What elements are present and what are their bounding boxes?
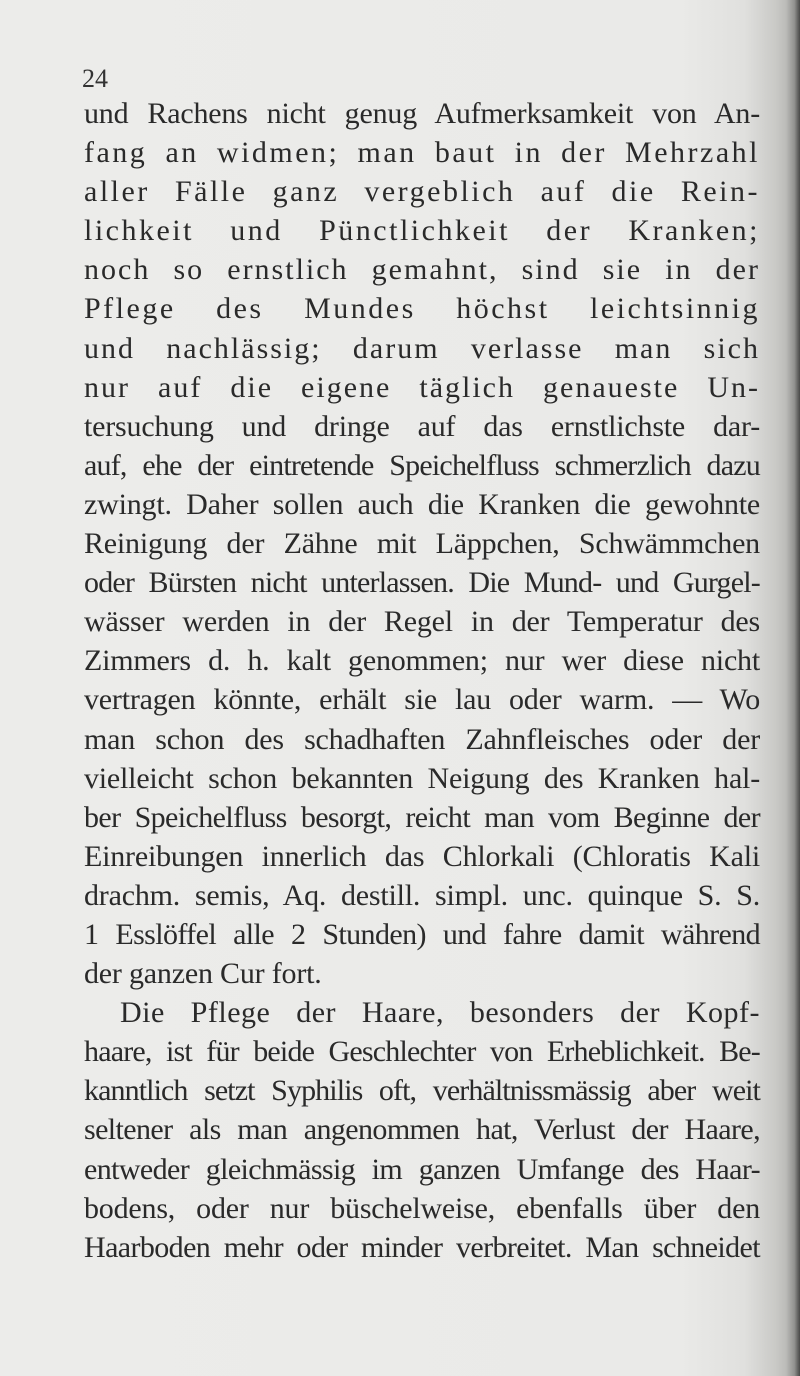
text-line: wässer werden in der Regel in der Temperatur des [84, 605, 760, 639]
text-line: kanntlich setzt Syphilis oft, verhältnissmässig aber weit [84, 1074, 760, 1108]
text-line: seltener als man angenommen hat, Verlust der Haare, [84, 1113, 760, 1147]
text-line: und nachlässig; darum verlasse man sich [84, 331, 760, 365]
page-edge-shadow [786, 0, 800, 1376]
text-line: nur auf die eigene täglich genaueste Un- [84, 370, 760, 404]
text-line: vielleicht schon bekannten Neigung des Kranken hal- [84, 761, 760, 795]
text-line: oder Bürsten nicht unterlassen. Die Mund- und Gurgel- [84, 566, 760, 600]
text-line: vertragen könnte, erhält sie lau oder warm. — Wo [84, 683, 760, 717]
text-line: zwingt. Daher sollen auch die Kranken die gewohnte [84, 487, 760, 521]
text-line: Die Pflege der Haare, besonders der Kopf- [120, 996, 760, 1030]
page-number: 24 [82, 64, 108, 93]
text-line: drachm. semis, Aq. destill. simpl. unc. quinque S. S. [84, 878, 760, 912]
text-line: entweder gleichmässig im ganzen Umfange des Haar- [84, 1152, 760, 1186]
text-line: Reinigung der Zähne mit Läppchen, Schwämmchen [84, 527, 760, 561]
body-text [84, 94, 760, 1267]
text-line: Einreibungen innerlich das Chlorkali (Chloratis Kali [84, 839, 760, 873]
text-line: 1 Esslöffel alle 2 Stunden) und fahre damit während [84, 917, 760, 951]
text-line: haare, ist für beide Geschlechter von Erheblichkeit. Be- [84, 1035, 760, 1069]
text-line: der ganzen Cur fort. [84, 957, 322, 991]
text-line: aller Fälle ganz vergeblich auf die Rein- [84, 175, 760, 209]
text-line: man schon des schadhaften Zahnfleisches oder der [84, 722, 760, 756]
text-line: Zimmers d. h. kalt genommen; nur wer diese nicht [84, 644, 760, 678]
text-line: tersuchung und dringe auf das ernstlichste dar- [84, 409, 760, 443]
text-line: fang an widmen; man baut in der Mehrzahl [84, 136, 760, 170]
text-line: Pflege des Mundes höchst leichtsinnig [84, 292, 760, 326]
text-line: ber Speichelfluss besorgt, reicht man vom Beginne der [84, 800, 760, 834]
text-line: und Rachens nicht genug Aufmerksamkeit von An- [84, 97, 760, 130]
text-line: lichkeit und Pünctlichkeit der Kranken; [84, 214, 760, 248]
text-line: noch so ernstlich gemahnt, sind sie in der [84, 253, 760, 287]
text-line: auf, ehe der eintretende Speichelfluss schmerzlich dazu [84, 448, 760, 482]
text-line: Haarboden mehr oder minder verbreitet. Man schneidet [84, 1230, 760, 1264]
text-line: bodens, oder nur büschelweise, ebenfalls über den [84, 1191, 760, 1225]
